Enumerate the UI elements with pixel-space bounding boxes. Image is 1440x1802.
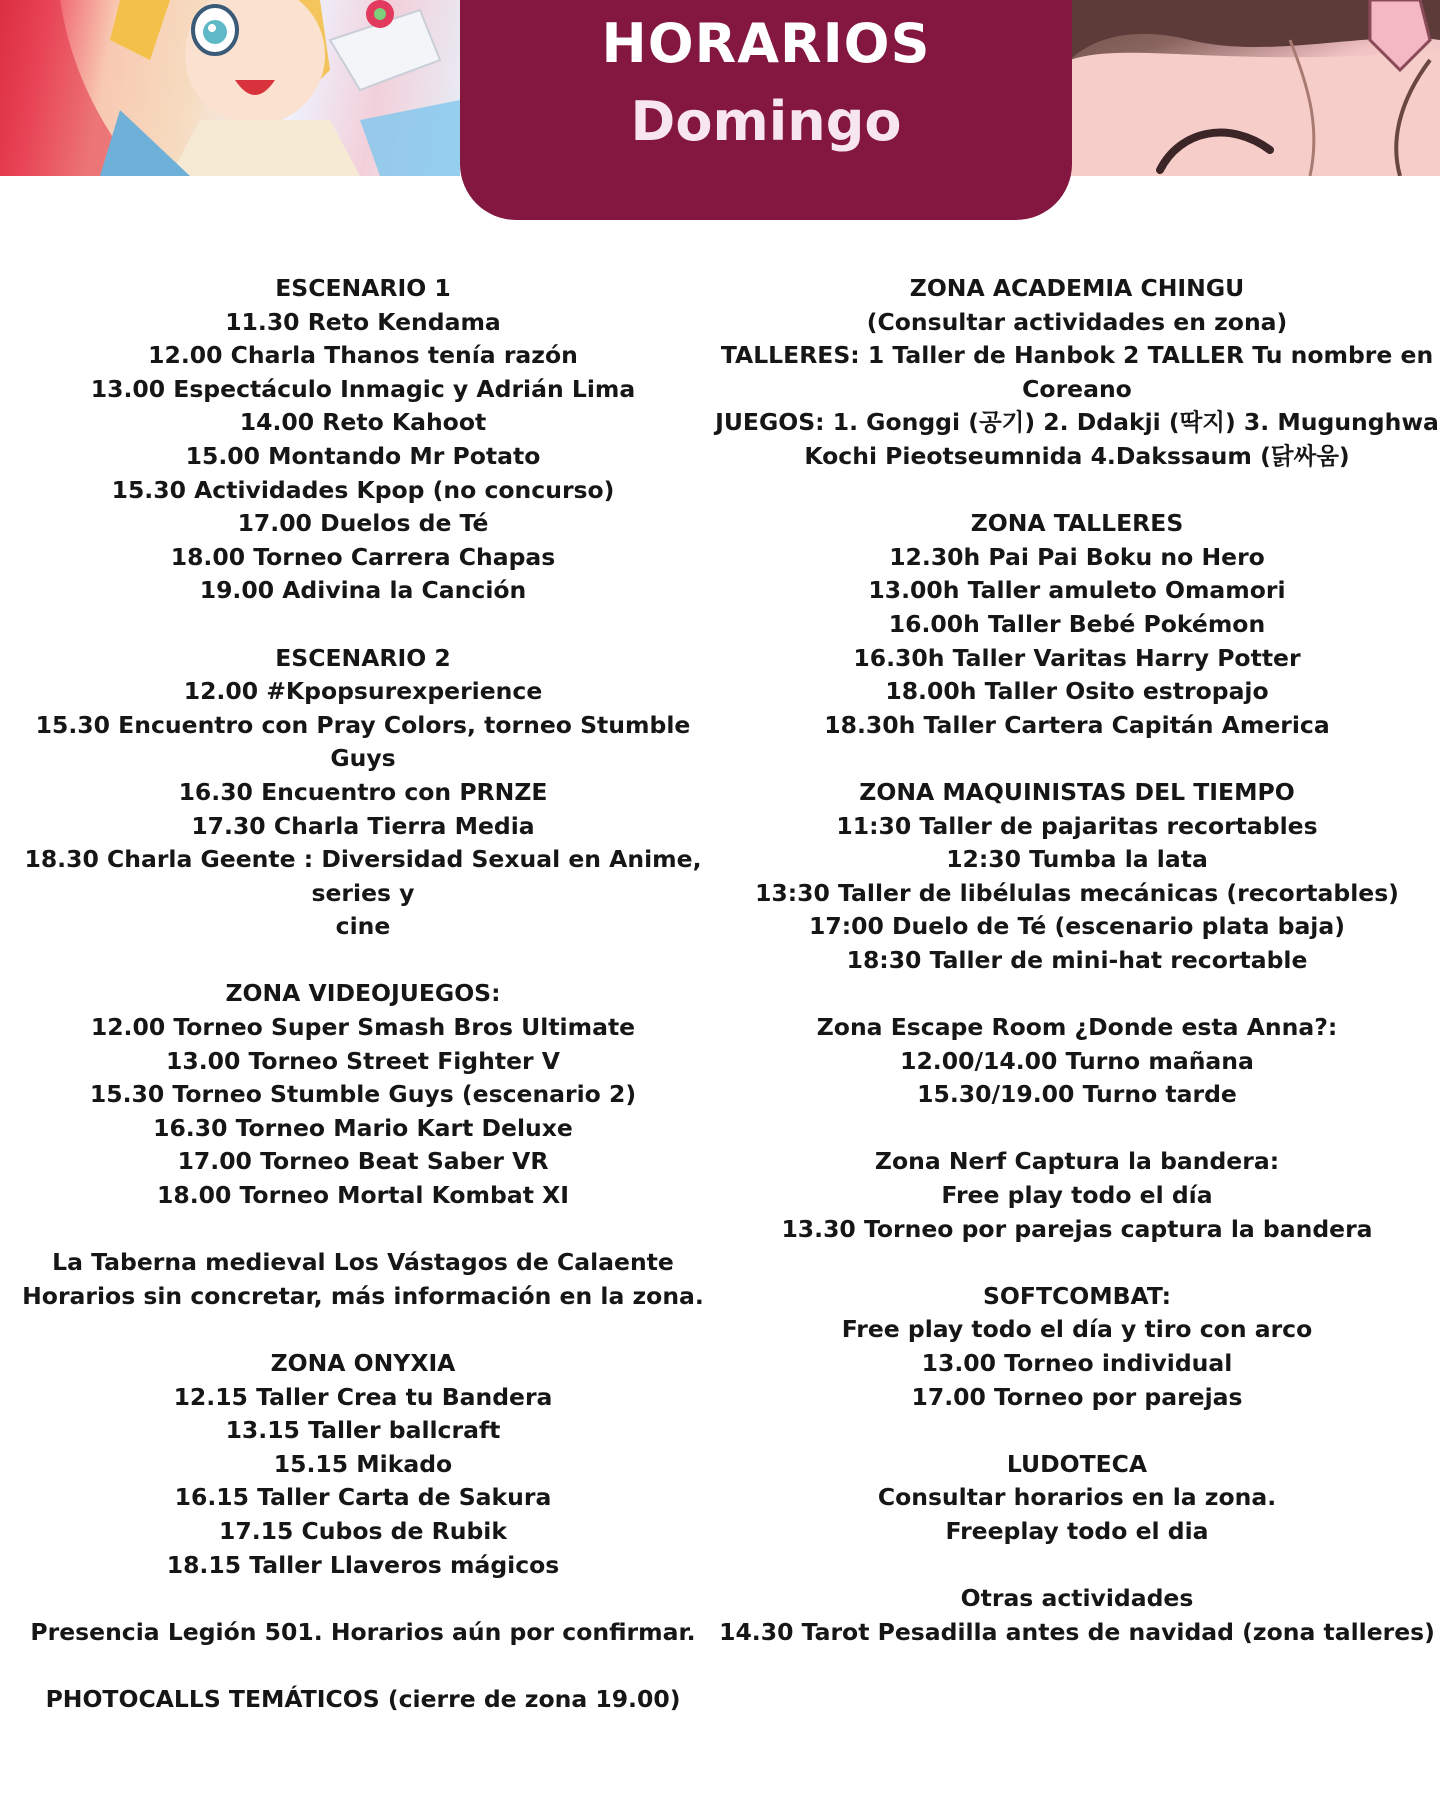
- schedule-item: 16.15 Taller Carta de Sakura: [174, 1483, 552, 1512]
- schedule-item: Coreano: [1022, 374, 1132, 403]
- schedule-item: 17.00 Duelos de Té: [237, 509, 489, 538]
- section-heading: ZONA VIDEOJUEGOS:: [225, 979, 501, 1008]
- schedule-item: 13.15 Taller ballcraft: [225, 1416, 501, 1445]
- schedule-item: Horarios sin concretar, más información en la zona.: [22, 1281, 704, 1310]
- schedule-item: Free play todo el día: [941, 1181, 1213, 1210]
- schedule-item: 13.00h Taller amuleto Omamori: [868, 576, 1286, 605]
- schedule-item: 14.00 Reto Kahoot: [239, 408, 487, 437]
- schedule-section: [0, 1246, 726, 1313]
- schedule-item: Consultar horarios en la zona.: [877, 1483, 1277, 1512]
- schedule-item: 16.30 Encuentro con PRNZE: [178, 777, 548, 806]
- section-heading: ZONA MAQUINISTAS DEL TIEMPO: [859, 777, 1295, 806]
- section-heading: SOFTCOMBAT:: [982, 1281, 1171, 1310]
- schedule-item: 16.30h Taller Varitas Harry Potter: [853, 643, 1301, 672]
- schedule-item: 12.15 Taller Crea tu Bandera: [173, 1382, 553, 1411]
- schedule-column-right: [714, 272, 1440, 1683]
- schedule-item: 15.30 Actividades Kpop (no concurso): [111, 475, 615, 504]
- schedule-item: 18:30 Taller de mini-hat recortable: [846, 945, 1308, 974]
- schedule-section: [0, 642, 726, 944]
- schedule-item: 16.30 Torneo Mario Kart Deluxe: [153, 1113, 573, 1142]
- schedule-item: 12.00/14.00 Turno mañana: [900, 1046, 1254, 1075]
- schedule-section: [714, 272, 1440, 474]
- schedule-item: 18.00 Torneo Mortal Kombat XI: [157, 1181, 569, 1210]
- section-heading: ZONA TALLERES: [970, 509, 1184, 538]
- anime-face-illustration: [1070, 0, 1440, 176]
- schedule-item: Freeplay todo el dia: [945, 1516, 1209, 1545]
- schedule-item: 11.30 Reto Kendama: [225, 307, 501, 336]
- schedule-item: Free play todo el día y tiro con arco: [841, 1315, 1313, 1344]
- schedule-section: [0, 272, 726, 608]
- schedule-section: [714, 1145, 1440, 1246]
- section-heading: ESCENARIO 2: [275, 643, 451, 672]
- schedule-column-left: [0, 272, 726, 1750]
- anime-girl-illustration: [0, 0, 460, 176]
- section-heading: PHOTOCALLS TEMÁTICOS (cierre de zona 19.00): [45, 1684, 681, 1713]
- schedule-item: cine: [335, 912, 391, 941]
- schedule-section: [714, 1582, 1440, 1649]
- schedule-section: [0, 1683, 726, 1717]
- schedule-item: 18.30h Taller Cartera Capitán America: [824, 710, 1330, 739]
- anime-illustration-left: [0, 0, 460, 176]
- schedule-section: [714, 1280, 1440, 1414]
- schedule-item: TALLERES: 1 Taller de Hanbok 2 TALLER Tu nombre en: [720, 341, 1434, 370]
- section-heading: Otras actividades: [960, 1584, 1194, 1613]
- schedule-item: 17.30 Charla Tierra Media: [191, 811, 535, 840]
- schedule-item: 13.00 Torneo individual: [921, 1349, 1233, 1377]
- schedule-item: (Consultar actividades en zona): [866, 307, 1288, 336]
- schedule-section: [0, 977, 726, 1212]
- schedule-item: 18.30 Charla Geente : Diversidad Sexual en Anime, series y: [24, 845, 702, 907]
- schedule-item: 14.30 Tarot Pesadilla antes de navidad (zona talleres): [719, 1617, 1435, 1646]
- schedule-item: 12:30 Tumba la lata: [946, 845, 1208, 874]
- schedule-section: [714, 776, 1440, 978]
- schedule-item: 13.00 Espectáculo Inmagic y Adrián Lima: [90, 374, 636, 403]
- schedule-item: JUEGOS: 1. Gonggi (공기) 2. Ddakji (딱지) 3. Mugunghwa: [715, 408, 1439, 437]
- schedule-item: 15.30/19.00 Turno tarde: [917, 1080, 1237, 1109]
- schedule-item: 15.30 Torneo Stumble Guys (escenario 2): [89, 1080, 637, 1109]
- schedule-item: Kochi Pieotseumnida 4.Dakssaum (닭싸움): [804, 441, 1350, 470]
- schedule-item: 15.30 Encuentro con Pray Colors, torneo Stumble Guys: [35, 710, 691, 773]
- schedule-item: 12.30h Pai Pai Boku no Hero: [889, 542, 1265, 571]
- schedule-section: [714, 1448, 1440, 1549]
- schedule-item: 12.00 Charla Thanos tenía razón: [148, 341, 578, 370]
- schedule-item: 18.00 Torneo Carrera Chapas: [170, 542, 556, 571]
- schedule-section: [714, 507, 1440, 742]
- anime-illustration-right: [1070, 0, 1440, 176]
- section-heading: La Taberna medieval Los Vástagos de Calaente: [52, 1248, 674, 1277]
- schedule-item: 12.00 Torneo Super Smash Bros Ultimate: [90, 1013, 636, 1042]
- schedule-item: 15.15 Mikado: [273, 1449, 453, 1478]
- page-title: HORARIOS: [601, 12, 931, 75]
- schedule-item: 16.00h Taller Bebé Pokémon: [888, 609, 1266, 638]
- section-heading: ZONA ONYXIA: [270, 1349, 456, 1377]
- schedule-item: 13:30 Taller de libélulas mecánicas (recortables): [755, 878, 1399, 907]
- header-banner: [0, 0, 1440, 220]
- schedule-item: 17.00 Torneo por parejas: [911, 1382, 1243, 1411]
- title-banner: [460, 0, 1072, 220]
- schedule-section: [714, 1011, 1440, 1112]
- section-heading: ZONA ACADEMIA CHINGU: [909, 274, 1245, 302]
- schedule-item: 19.00 Adivina la Canción: [199, 576, 527, 605]
- section-heading: Zona Nerf Captura la bandera:: [874, 1147, 1280, 1176]
- schedule-item: 11:30 Taller de pajaritas recortables: [836, 811, 1318, 840]
- schedule-item: 13.00 Torneo Street Fighter V: [166, 1046, 560, 1075]
- schedule-item: 18.00h Taller Osito estropajo: [885, 677, 1269, 706]
- schedule-item: 13.30 Torneo por parejas captura la bandera: [781, 1214, 1373, 1243]
- section-heading: ESCENARIO 1: [275, 274, 451, 302]
- section-heading: Zona Escape Room ¿Donde esta Anna?:: [816, 1013, 1338, 1042]
- page-subtitle: Domingo: [630, 90, 902, 153]
- schedule-item: 12.00 #Kpopsurexperience: [183, 677, 543, 706]
- schedule-section: [0, 1616, 726, 1650]
- section-heading: LUDOTECA: [1006, 1449, 1148, 1478]
- schedule-item: 15.00 Montando Mr Potato: [185, 441, 541, 470]
- section-heading: Presencia Legión 501. Horarios aún por confirmar.: [30, 1617, 696, 1646]
- schedule-item: 17:00 Duelo de Té (escenario plata baja): [809, 912, 1345, 941]
- schedule-item: 18.15 Taller Llaveros mágicos: [166, 1550, 560, 1579]
- schedule-item: 17.00 Torneo Beat Saber VR: [177, 1147, 549, 1176]
- schedule-section: [0, 1347, 726, 1582]
- schedule-item: 17.15 Cubos de Rubik: [219, 1516, 507, 1545]
